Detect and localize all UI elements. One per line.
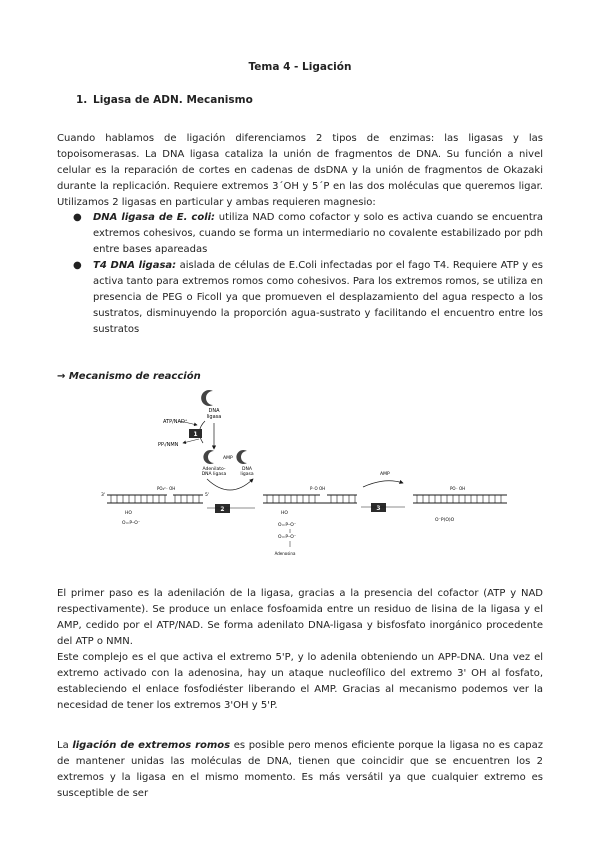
- dna-ligated-product: [413, 486, 507, 523]
- dna-substrate-1: [101, 486, 209, 526]
- paragraph-activation: Este complejo es el que activa el extremo 5'P, y lo adenila obteniendo un APP-DNA. Una vez el extremo activado con la adenosina, hay un ataque nucleofílico del extremo 3' OH al fosfato, estableciendo el enlace fosfodiéster liberando el AMP. Gracias al mecanismo podemos ver la necesidad de tener los extremos 3'OH y 5'P.: [57, 652, 543, 711]
- ligase-label-1: DNA: [208, 408, 220, 414]
- step-2-label: 2: [220, 506, 225, 513]
- ligase-label-2: ligasa: [206, 414, 222, 420]
- bullet-dot: ●: [73, 260, 82, 271]
- paragraph-blunt-ends: [57, 738, 543, 802]
- para4-prefix: La: [57, 740, 73, 751]
- adenylated-ligase-icon: [203, 450, 214, 464]
- free-ligase-label-2: ligasa: [240, 472, 254, 477]
- free-ligase-label-1: DNA: [242, 467, 252, 472]
- blunt-end-term: ligación de extremos romos: [72, 740, 231, 751]
- ligation-mechanism-diagram: [95, 383, 515, 571]
- ho-label-2: HO: [281, 511, 288, 516]
- document-title: Tema 4 - Ligación: [248, 61, 352, 73]
- po-oh-label-3: PO⁻ OH: [450, 486, 466, 491]
- phosphate-1: O=P–O⁻: [278, 523, 297, 528]
- po-oh-label: PO₄²⁻ OH: [157, 486, 176, 491]
- free-ligase-icon: [236, 450, 247, 464]
- amp-released-label: AMP: [380, 472, 390, 477]
- para4-rest: es posible pero menos eficiente porque la ligasa no es capaz de mantener unidas las moléculas de DNA, tienen que coincidir que se encuentren los 2 extremos y la ligasa en el mismo momento. Es más versátil ya que cualquier extremo es susceptible de ser: [57, 740, 543, 799]
- cofactor-label: ATP/NAD⁺: [163, 419, 188, 425]
- step-3-label: 3: [376, 505, 381, 512]
- release-label: PPᵢ/NMN: [158, 442, 179, 448]
- phosphodiester-label: O⁻P(O)O: [435, 518, 455, 523]
- bullet-text: utiliza NAD como cofactor y solo es activa cuando se encuentra extremos cohesivos, cuando se forma un intermediario no covalente estabilizado por pdh entre bases apareadas: [93, 212, 543, 255]
- section-number: 1.: [76, 94, 88, 106]
- dna-ligase-icon: [201, 390, 213, 406]
- mechanism-heading: → Mecanismo de reacción: [57, 371, 201, 382]
- phosphate-group: O=P–O⁻: [122, 521, 141, 526]
- ligase-list: [57, 210, 543, 338]
- strand-end-5: 5': [205, 493, 210, 498]
- bullet-term: T4 DNA ligasa:: [93, 260, 177, 271]
- list-item: [57, 258, 543, 338]
- adenylated-label-2: DNA ligasa: [201, 472, 227, 477]
- strand-end-3: 3': [101, 493, 106, 498]
- list-item: [57, 210, 543, 258]
- intro-paragraph: Cuando hablamos de ligación diferenciamos 2 tipos de enzimas: las ligasas y las topoisomerasas. La DNA ligasa cataliza la unión de fragmentos de DNA. Su función a nivel celular es la reparación de cortes en cadenas de dsDNA y la unión de fragmentos de Okazaki durante la replicación. Requiere extremos 3´OH y 5´P en las dos moléculas que queremos ligar. Utilizamos 2 ligasas en particular y ambas requieren magnesio:: [57, 133, 543, 208]
- step-1-label: 1: [193, 431, 198, 438]
- paragraph-adenylation: El primer paso es la adenilación de la ligasa, gracias a la presencia del cofactor (ATP y NAD respectivamente). Se produce un enlace fosfoamida entre un residuo de lisina de la ligasa y el AMP, cedido por el ATP/NAD. Se forma adenilato DNA-ligasa y bisfosfato inorgánico procedente del ATP o NMN.: [57, 588, 543, 647]
- bullet-text: aislada de células de E.Coli infectadas por el fago T4. Requiere ATP y es activa tanto para extremos romos como cohesivos. Para los extremos romos, se utiliza en presencia de PEG o Ficoll ya que promueven el desplazamiento del agua respecto a los sustratos, disminuyendo la proporción agua-sustrato y facilitando el encuentro entre los sustratos: [93, 260, 543, 335]
- bullet-dot: ●: [73, 212, 82, 223]
- ho-label: HO: [125, 511, 132, 516]
- adenylated-label-1: Adenilato-: [202, 467, 226, 472]
- amp-label: AMP: [223, 456, 233, 461]
- dna-adenylated-intermediate: [263, 486, 357, 556]
- bullet-term: DNA ligasa de E. coli:: [93, 212, 216, 223]
- adenosine-label: Adenosina: [274, 551, 296, 556]
- phosphate-2: O=P–O⁻: [278, 535, 297, 540]
- section-heading: [76, 94, 253, 106]
- section-title: Ligasa de ADN. Mecanismo: [93, 94, 253, 106]
- p-oh-label: P⁻O OH: [310, 486, 326, 491]
